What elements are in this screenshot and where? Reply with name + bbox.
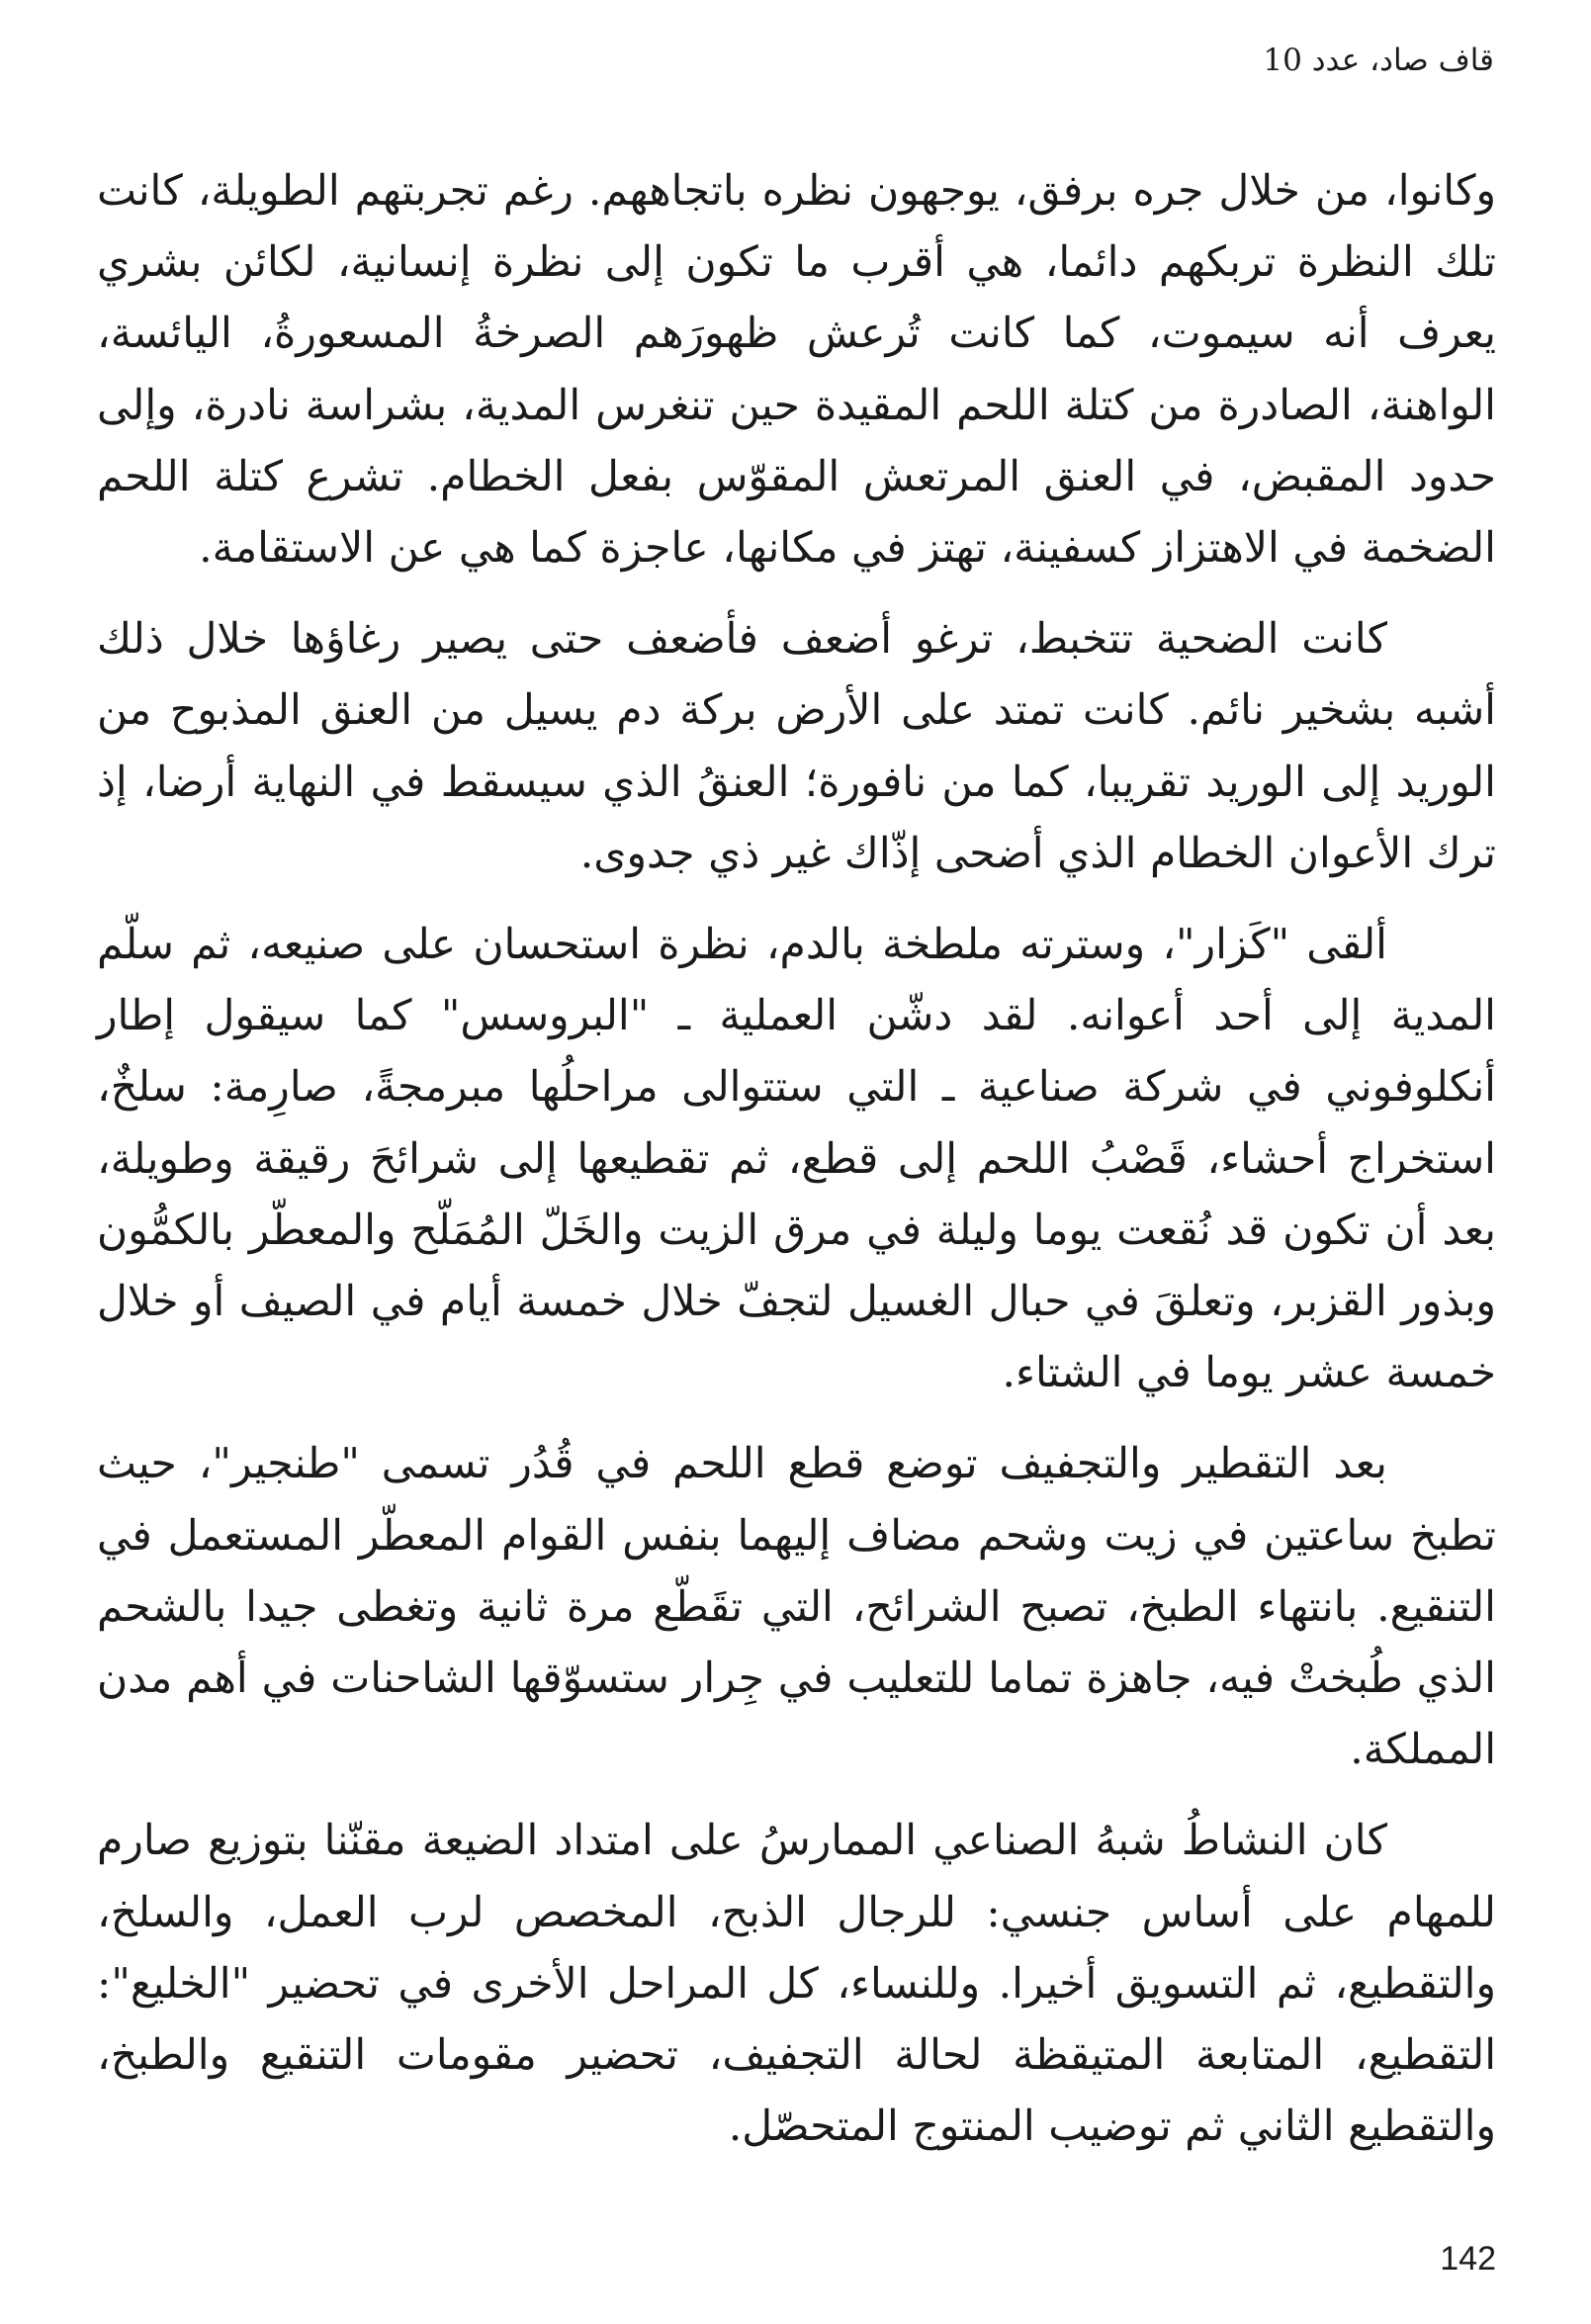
- page-number: 142: [1440, 2240, 1496, 2278]
- paragraph-1: وكانوا، من خلال جره برفق، يوجهون نظره باتجاههم. رغم تجربتهم الطويلة، كانت تلك النظرة تربكهم دائما، هي أقرب ما تكون إلى نظرة إنسانية، لكائن بشري يعرف أنه سيموت، كما كانت تُرعش ظهورَهم الصرخةُ المسعورةُ، اليائسة، الواهنة، الصادرة من كتلة اللحم المقيدة حين تنغرس المدية، بشراسة نادرة، وإلى حدود المقبض، في العنق المرتعش المقوّس بفعل الخطام. تشرع كتلة اللحم الضخمة في الاهتزاز كسفينة، تهتز في مكانها، عاجزة كما هي عن الاستقامة.: [97, 167, 1496, 574]
- body-text: [97, 156, 1496, 2183]
- paragraph-5: كان النشاطُ شبهُ الصناعي الممارسُ على امتداد الضيعة مقنّنا بتوزيع صارم للمهام على أساس جنسي: للرجال الذبح، المخصص لرب العمل، والسلخ، والتقطيع، ثم التسويق أخيرا. وللنساء، كل المراحل الأخرى في تحضير "الخليع": التقطيع، المتابعة المتيقظة لحالة التجفيف، تحضير مقومات التنقيع والطبخ، والتقطيع الثاني ثم توضيب المنتوج المتحصّل.: [97, 1817, 1496, 2152]
- paragraph-4: بعد التقطير والتجفيف توضع قطع اللحم في قُدُر تسمى "طنجير"، حيث تطبخ ساعتين في زيت وشحم مضاف إليهما بنفس القوام المعطّر المستعمل في التنقيع. بانتهاء الطبخ، تصبح الشرائح، التي تقَطّع مرة ثانية وتغطى جيدا بالشحم الذي طُبختْ فيه، جاهزة تماما للتعليب في جِرار ستسوّقها الشاحنات في أهم مدن المملكة.: [97, 1440, 1496, 1775]
- paragraph-2: كانت الضحية تتخبط، ترغو أضعف فأضعف حتى يصير رغاؤها خلال ذلك أشبه بشخير نائم. كانت تمتد على الأرض بركة دم يسيل من العنق المذبوح من الوريد إلى الوريد تقريبا، كما من نافورة؛ العنقُ الذي سيسقط في النهاية أرضا، إذ ترك الأعوان الخطام الذي أضحى إذّاك غير ذي جدوى.: [97, 615, 1496, 878]
- paragraph-3: ألقى "كَزار"، وسترته ملطخة بالدم، نظرة استحسان على صنيعه، ثم سلّم المدية إلى أحد أعوانه. لقد دشّن العملية ـ "البروسس" كما سيقول إطار أنكلوفوني في شركة صناعية ـ التي ستتوالى مراحلُها مبرمجةً، صارِمة: سلخٌ، استخراج أحشاء، قَصْبُ اللحم إلى قطع، ثم تقطيعها إلى شرائحَ رقيقة وطويلة، بعد أن تكون قد نُقعت يوما وليلة في مرق الزيت والخَلّ المُمَلّح والمعطّر بالكمُّون وبذور القزبر، وتعلقَ في حبال الغسيل لتجفّ خلال خمسة أيام في الصيف أو خلال خمسة عشر يوما في الشتاء.: [97, 921, 1496, 1398]
- running-header: قاف صاد، عدد 10: [1263, 43, 1494, 78]
